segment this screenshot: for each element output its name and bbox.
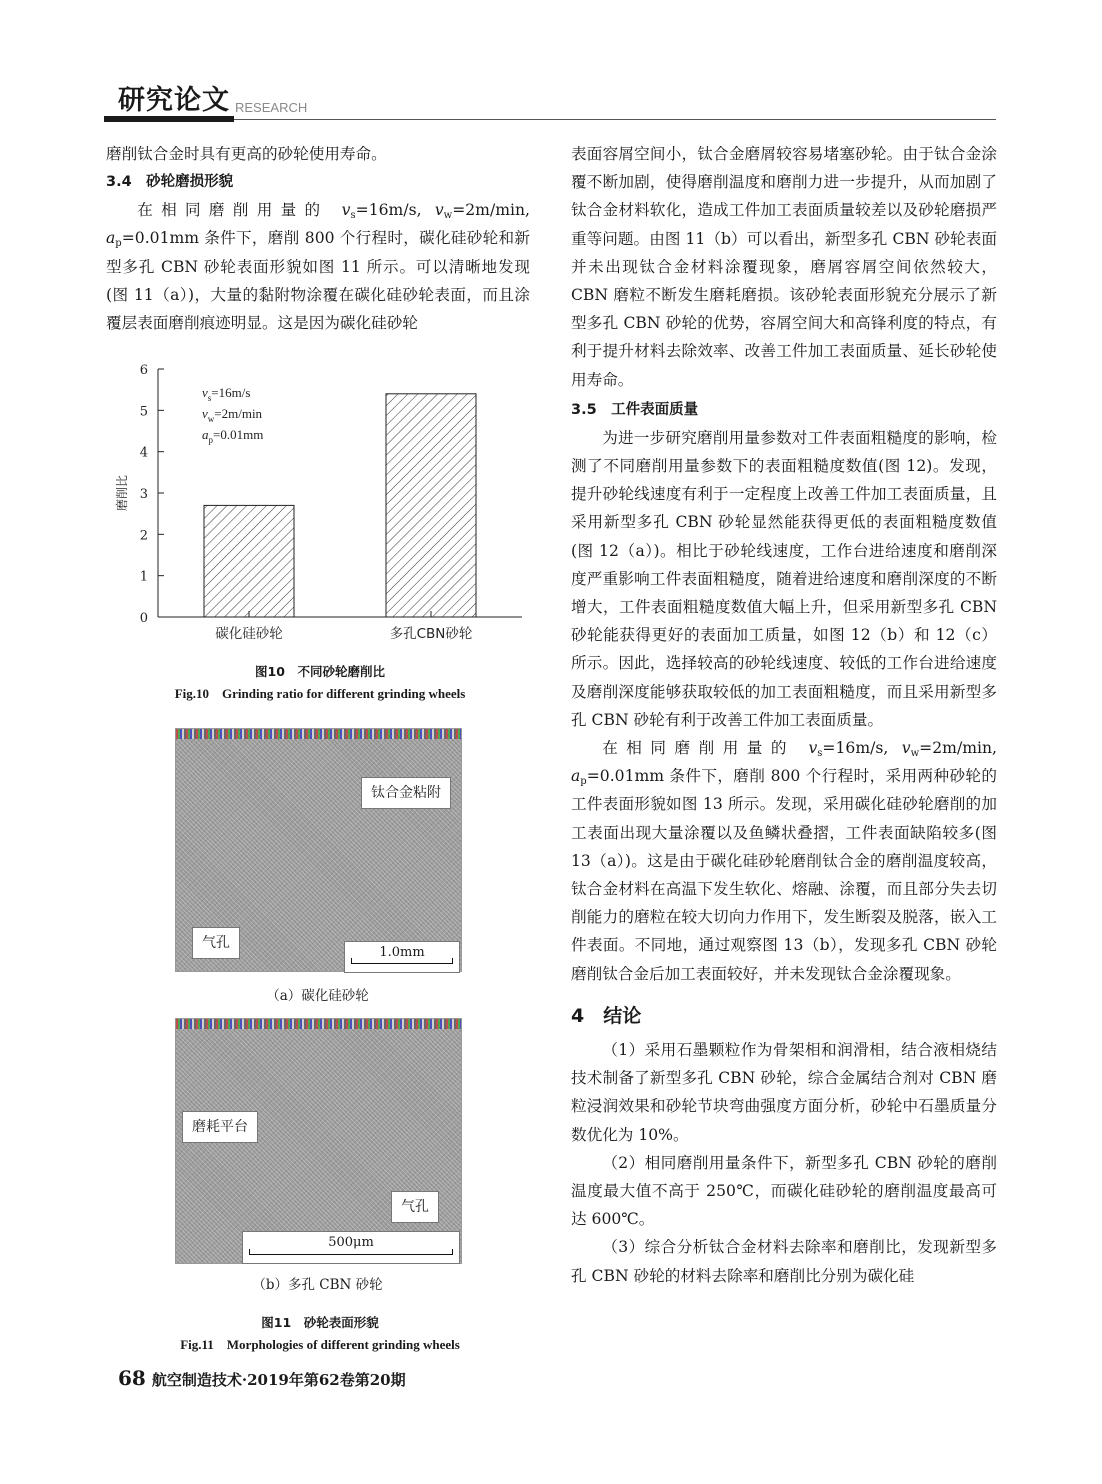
micrograph-sic-wheel [175, 728, 462, 972]
scale-bar-line [249, 1254, 453, 1255]
journal-info: 航空制造技术·2019年第62卷第20期 [151, 1371, 406, 1389]
scale-bar [344, 941, 460, 973]
y-tick-label: 0 [139, 611, 148, 626]
scale-bar [242, 1231, 460, 1264]
label-pore: 气孔 [192, 927, 240, 959]
section-heading-3-4: 3.4 砂轮磨损形貌 [106, 174, 234, 191]
paragraph: 表面容屑空间小，钛合金磨屑较容易堵塞砂轮。由于钛合金涂覆不断加剧，使得磨削温度和磨削力进一步提升，从而加剧了钛合金材料软化，造成工件加工表面质量较差以及砂轮磨损严重等问题。由图 11（b）可以看出，新型多孔 CBN 砂轮表面并未出现钛合金材料涂覆现象，磨屑容屑空间依然较大，CBN 磨粒不断发生磨耗磨损。该砂轮表面形貌充分展示了新型多孔 CBN 砂轮的优势，容屑空间大和高锋利度的特点，有利于提升材料去除效率、改善工件加工表面质量、延长砂轮使用寿命。 [571, 145, 997, 389]
subfigure-a-caption: （a）碳化硅砂轮 [266, 988, 369, 1004]
y-tick-label: 4 [139, 445, 148, 461]
y-tick-label: 3 [139, 487, 148, 502]
page-number: 68 [118, 1366, 146, 1390]
paragraph: 在相同磨削用量的 $v_s=16m/s$, $v_w=2m/\min$, $a_p=0.01mm$ 条件下，磨削 800 个行程时，碳化硅砂轮和新型多孔 CBN 砂轮表面形貌如图 11 所示。可以清晰地发现(图 11（a）)，大量的黏附物涂覆在碳化硅砂轮表面，而且涂覆层表面磨削痕迹明显。这是因为碳化硅砂轮 [106, 201, 530, 333]
y-tick-label: 2 [139, 528, 148, 544]
label-titanium-adhesion: 钛合金粘附 [361, 777, 451, 809]
scale-bar-label: 500μm [328, 1235, 374, 1250]
image-noise-band [176, 729, 461, 739]
paragraph: （2）相同磨削用量条件下，新型多孔 CBN 砂轮的磨削温度最大值不高于 250℃，而碳化硅砂轮的磨削温度最高可达 600℃。 [571, 1153, 997, 1229]
scale-bar-label: 1.0mm [379, 945, 425, 960]
paragraph: （3）综合分析钛合金材料去除率和磨削比，发现新型多孔 CBN 砂轮的材料去除率和磨削比分别为碳化硅 [571, 1238, 997, 1285]
figure-10-caption-en: Fig.10 Grinding ratio for different grinding wheels [174, 686, 466, 701]
y-tick-label: 1 [139, 569, 148, 585]
chart-annotation: $v_s=16m/s$ [202, 385, 251, 403]
paragraph: （1）采用石墨颗粒作为骨架相和润滑相，结合液相烧结技术制备了新型多孔 CBN 砂轮，综合金属结合剂对 CBN 磨粒浸润效果和砂轮节块弯曲强度方面分析，砂轮中石墨质量分数优化为 10%。 [571, 1040, 997, 1144]
image-noise-band [176, 1019, 461, 1029]
x-category-label: 碳化硅砂轮 [215, 626, 283, 642]
section-header-subtitle: RESEARCH [235, 100, 308, 115]
header-bar [104, 116, 234, 122]
micrograph-cbn-wheel [175, 1018, 462, 1264]
x-category-label: 多孔CBN砂轮 [389, 626, 473, 642]
paragraph: 磨削钛合金时具有更高的砂轮使用寿命。 [106, 145, 387, 163]
section-heading-3-5: 3.5 工件表面质量 [571, 401, 699, 418]
paragraph: 为进一步研究磨削用量参数对工件表面粗糙度的影响，检测了不同磨削用量参数下的表面粗糙度数值(图 12)。发现，提升砂轮线速度有利于一定程度上改善工件加工表面质量，且采用新型多孔 CBN 砂轮显然能获得更低的表面粗糙度数值(图 12（a）)。相比于砂轮线速度，工作台进给速度和磨削深度严重影响工件表面粗糙度，随着进给速度和磨削深度的不断增大，工件表面粗糙度数值大幅上升，但采用新型多孔 CBN 砂轮能获得更好的表面加工质量，如图 12（b）和 12（c）所示。因此，选择较高的砂轮线速度、较低的工作台进给速度及磨削深度能够获取较低的加工表面粗糙度，而且采用新型多孔 CBN 砂轮有利于改善工件加工表面质量。 [571, 428, 997, 729]
figure-11-caption-en: Fig.11 Morphologies of different grinding wheels [180, 1337, 460, 1352]
chart-annotation: $v_w=2m/\min$ [202, 406, 263, 424]
header-rule [104, 119, 996, 120]
section-header-title: 研究论文 [118, 85, 230, 116]
figure-11-caption-cn: 图11 砂轮表面形貌 [261, 1315, 379, 1330]
bar [386, 394, 476, 617]
section-heading-4: 4 结论 [571, 1004, 642, 1027]
paragraph: 在相同磨削用量的 $v_s=16m/s$, $v_w=2m/\min$, $a_p=0.01mm$ 条件下，磨削 800 个行程时，采用两种砂轮的工件表面形貌如图 13 所示。发现，采用碳化硅砂轮磨削的加工表面出现大量涂覆以及鱼鳞状叠摺，工件表面缺陷较多(图 13（a）)。这是由于碳化硅砂轮磨削钛合金的磨削温度较高，钛合金材料在高温下发生软化、熔融、涂覆，而且部分失去切削能力的磨粒在较大切向力作用下，发生断裂及脱落，嵌入工件表面。不同地，通过观察图 13（b），发现多孔 CBN 砂轮磨削钛合金后加工表面较好，并未发现钛合金涂覆现象。 [571, 739, 997, 983]
label-wear-flat: 磨耗平台 [182, 1111, 258, 1143]
page-footer [118, 1366, 406, 1390]
figure-10-caption-cn: 图10 不同砂轮磨削比 [255, 664, 385, 679]
y-tick-label: 6 [139, 363, 148, 378]
y-axis-label: 磨削比 [115, 474, 129, 512]
subfigure-b-caption: （b）多孔 CBN 砂轮 [252, 1277, 383, 1293]
left-column [106, 140, 530, 337]
chart-annotation: $a_p=0.01mm$ [202, 427, 264, 445]
y-tick-label: 5 [139, 404, 148, 420]
scale-bar-line [351, 963, 453, 964]
grinding-ratio-bar-chart [100, 355, 532, 655]
label-pore: 气孔 [391, 1191, 439, 1223]
bar [204, 505, 294, 617]
right-column [571, 140, 997, 1290]
